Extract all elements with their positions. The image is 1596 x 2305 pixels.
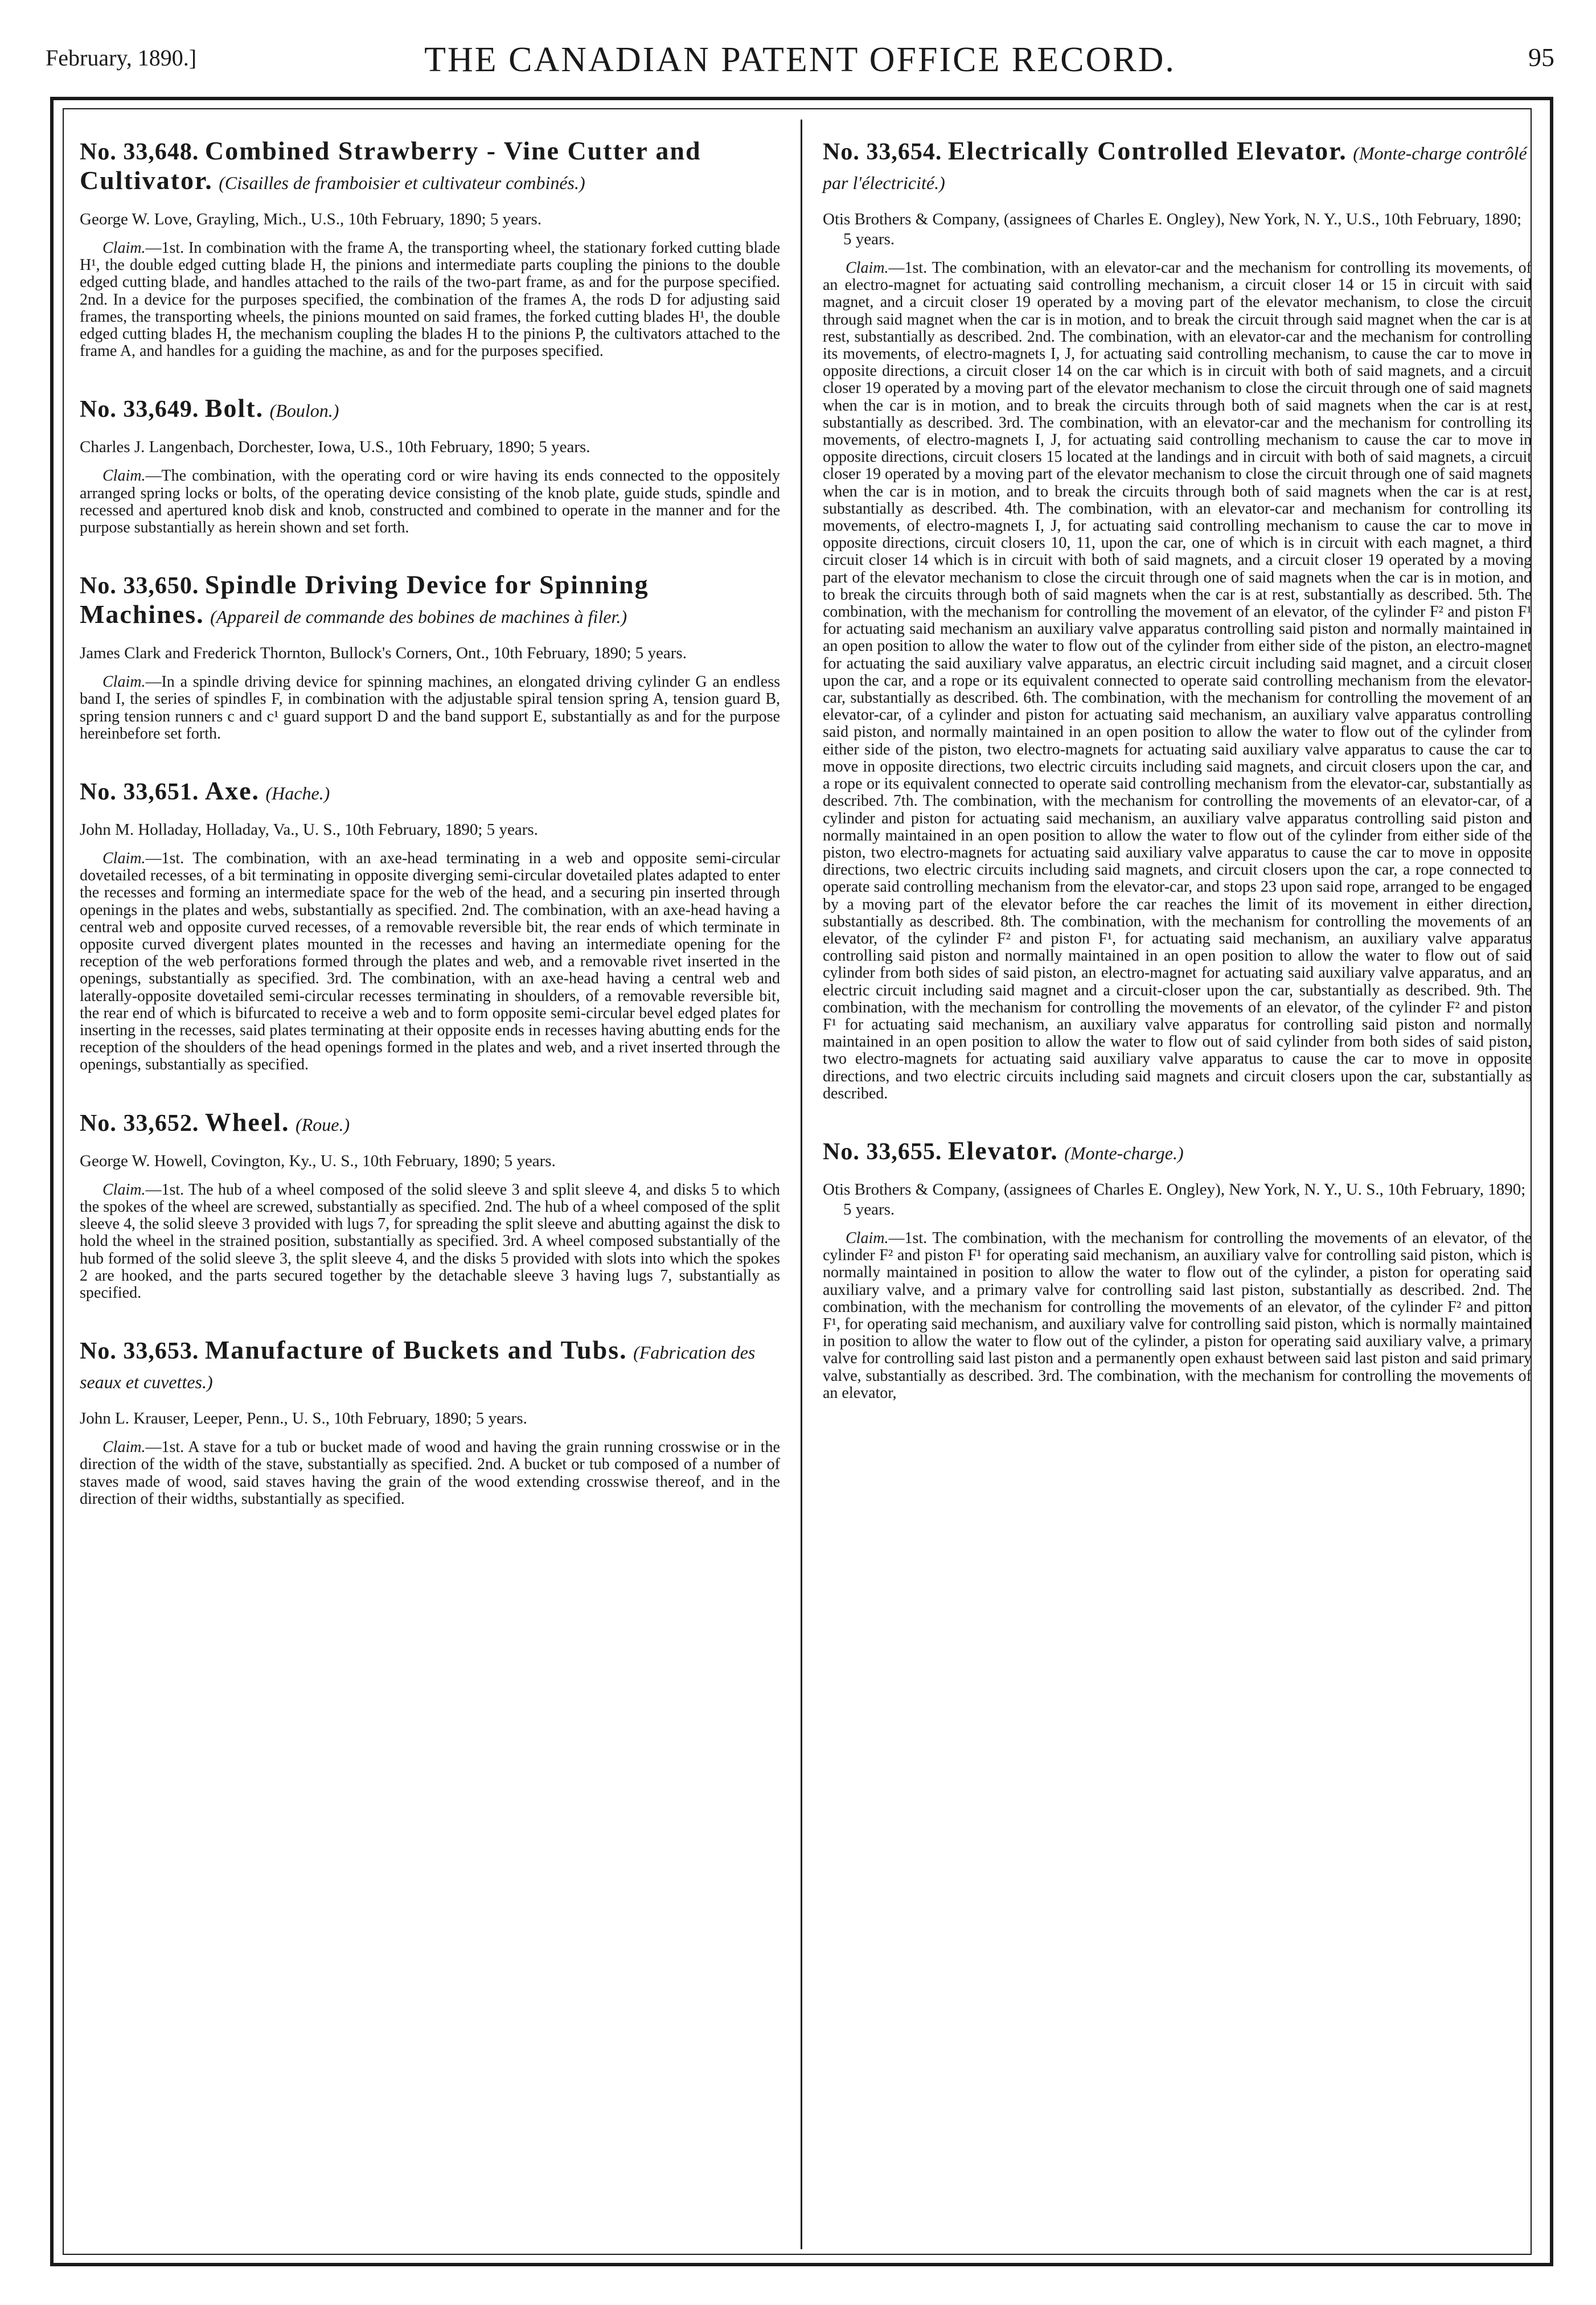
grantee-line: Otis Brothers & Company, (assignees of Charles E. Ongley), New York, N. Y., U. S., 10th February, 1890; 5 years. bbox=[823, 1180, 1526, 1219]
grantee-line: John L. Krauser, Leeper, Penn., U. S., 10th February, 1890; 5 years. bbox=[80, 1409, 527, 1428]
page-number: 95 bbox=[1528, 43, 1554, 72]
french-title: (Monte-charge contrôlé par l'électricité.) bbox=[823, 143, 1527, 193]
claim-label: Claim. bbox=[102, 1438, 146, 1457]
french-title: (Appareil de commande des bobines de machines à filer.) bbox=[210, 606, 627, 627]
invention-name: Spindle Driving Device for Spinning Machines. bbox=[80, 570, 649, 629]
invention-name: Manufacture of Buckets and Tubs. bbox=[204, 1335, 627, 1365]
entry-title bbox=[80, 1336, 780, 1396]
claim-text bbox=[823, 1230, 1532, 1402]
claim-text bbox=[80, 467, 780, 536]
entry-title bbox=[823, 137, 1532, 197]
left-column bbox=[80, 137, 780, 1542]
grantee-line: George W. Howell, Covington, Ky., U. S., 10th February, 1890; 5 years. bbox=[80, 1151, 556, 1170]
patent-number: No. 33,649. bbox=[80, 396, 199, 423]
invention-name: Elevator. bbox=[947, 1135, 1058, 1165]
claim-text bbox=[80, 240, 780, 360]
patent-entry-33649 bbox=[80, 394, 780, 536]
grantee-line: James Clark and Frederick Thornton, Bullock's Corners, Ont., 10th February, 1890; 5 years. bbox=[80, 644, 687, 663]
grantee-line: John M. Holladay, Holladay, Va., U. S., 10th February, 1890; 5 years. bbox=[80, 821, 538, 839]
grantee-line: Otis Brothers & Company, (assignees of Charles E. Ongley), New York, N. Y., U.S., 10th February, 1890; 5 years. bbox=[823, 210, 1522, 248]
invention-name: Electrically Controlled Elevator. bbox=[947, 136, 1347, 165]
claim-body: —1st. The combination, with an axe-head terminating in a web and opposite semi-circular dovetailed recesses, of a bit terminating in opposite diverging semi-circular dovetailed plates adapted to enter the recesses and forming an intermediate space for the web of the head, and a securing pin inserted through openings in the plates and webs, substantially as specified. 2nd. The combination, with an axe-head having a central web and opposite curved recesses, of a removable reversible bit, the rear ends of which terminate in opposite curved divergent plates mounted in the recesses and having an intermediate opening for the reception of the web perforations formed through the plates and web, and a removable rivet inserted in the openings, substantially as specified. 3rd. The combination, with an axe-head having a central web and laterally-opposite dovetailed semi-circular recesses terminating in shoulders, of a removable reversible bit, the rear end of which is bifurcated to receive a web and to form opposite semi-circular bevel edged plates for inserting in the recesses, said plates terminating at their opposite ends in recesses having abutting ends for the reception of the shoulders of the head openings formed in the plates and web, and a rivet inserted through the openings, substantially as specified. bbox=[80, 850, 780, 1074]
invention-name: Bolt. bbox=[204, 393, 264, 423]
entry-title bbox=[80, 571, 780, 631]
claim-text bbox=[823, 260, 1532, 1102]
entry-title bbox=[80, 1108, 780, 1139]
patent-entry-33651 bbox=[80, 777, 780, 1074]
patent-entry-33654 bbox=[823, 137, 1532, 1102]
right-column bbox=[823, 137, 1532, 1436]
patent-number: No. 33,650. bbox=[80, 573, 199, 600]
patent-entry-33652 bbox=[80, 1108, 780, 1302]
claim-text bbox=[80, 1439, 780, 1508]
patent-number: No. 33,652. bbox=[80, 1110, 199, 1137]
patent-number: No. 33,648. bbox=[80, 139, 199, 165]
grantee-line: Charles J. Langenbach, Dorchester, Iowa, U.S., 10th February, 1890; 5 years. bbox=[80, 438, 590, 457]
page-header bbox=[46, 40, 1554, 85]
patent-number: No. 33,653. bbox=[80, 1338, 199, 1365]
invention-name: Axe. bbox=[204, 776, 260, 806]
entry-title bbox=[80, 137, 780, 197]
french-title: (Boulon.) bbox=[269, 400, 339, 421]
french-title: (Fabrication des seaux et cuvettes.) bbox=[80, 1342, 756, 1393]
entry-title bbox=[823, 1137, 1532, 1167]
claim-label: Claim. bbox=[102, 850, 146, 868]
french-title: (Hache.) bbox=[265, 783, 330, 804]
invention-name: Combined Strawberry - Vine Cutter and Cultivator. bbox=[80, 136, 701, 195]
claim-body: —1st. The combination, with the mechanism for controlling the movements of an elevator, of the cylinder F² and piston F¹ for operating said mechanism, an auxiliary valve for controlling said piston, which is normally maintained in position to allow the water to flow out of the cylinder, a piston for operating said auxiliary valve, and a primary valve for controlling said last piston, substantially as described. 2nd. The combination, with the mechanism for controlling the movements of an elevator, of the cylinder F² and pitton F¹, for operating said mechanism, and auxiliary valve for controlling said piston, which is normally maintained in position to allow the water to flow out of the cylinder, a piston for operating said auxiliary valve, a primary valve for controlling said last piston and a permanently open exhaust between said last piston and said primary valve, substantially as described. 3rd. The combination, with the mechanism for controlling the movements of an elevator, bbox=[823, 1229, 1532, 1402]
claim-text bbox=[80, 1182, 780, 1302]
column-divider bbox=[801, 120, 802, 2249]
patent-entry-33648 bbox=[80, 137, 780, 360]
claim-body: —1st. A stave for a tub or bucket made of wood and having the grain running crosswise or in the direction of the width of the stave, substantially as specified. 2nd. A bucket or tub composed of a number of staves made of wood, said staves having the grain of the wood extending crosswise thereof, and in the direction of their widths, substantially as specified. bbox=[80, 1438, 780, 1508]
claim-label: Claim. bbox=[846, 259, 889, 277]
header-date: February, 1890.] bbox=[46, 45, 197, 71]
header-title: THE CANADIAN PATENT OFFICE RECORD. bbox=[424, 40, 1176, 79]
patent-number: No. 33,654. bbox=[823, 139, 942, 165]
claim-label: Claim. bbox=[102, 467, 146, 485]
patent-entry-33655 bbox=[823, 1137, 1532, 1402]
entry-title bbox=[80, 394, 780, 425]
french-title: (Roue.) bbox=[296, 1114, 350, 1135]
entry-title bbox=[80, 777, 780, 807]
claim-body: —1st. The combination, with an elevator-car and the mechanism for controlling its movements, of an electro-magnet for actuating said controlling mechanism, a circuit closer 14 or 15 in circuit with said magnet, and a circuit closer 19 operated by a moving part of the elevator mechanism, to close the circuit through said magnet when the car is in motion, and to break the circuit through said magnet when the car is at rest, substantially as described. 2nd. The combination, with an elevator-car and the mechanism for controlling its movements, of electro-magnets I, J, for actuating said controlling mechanism, to cause the car to move in opposite directions, a circuit closer 14 on the car which is in circuit with both of said magnets, and a circuit closer 19 operated by a moving part of the elevator mechanism to close the circuit through one of said magnets when the car is in motion, and to break the circuits through both of said magnets when the car is at rest, substantially as described. 3rd. The combination, with an elevator-car and the mechanism for controlling its movements, of electro-magnets I, J, for actuating said controlling mechanism to cause the car to move in opposite directions, circuit closers 15 located at the landings and in circuit with both of said magnets, a circuit closer 19 operated by a moving part of the elevator mechanism to close the circuit through one of said magnets when the car is in motion, and to break the circuits through both of said magnets when the car is at rest, substantially as described. 4th. The combination, with an elevator-car and mechanism for controlling its movements, of electro-magnets I, J, for actuating said controlling mechanism to cause the car to move in opposite directions, circuit closers 10, 11, upon the car, one of which is in circuit with each magnet, a third circuit closer 14 which is in circuit with both of said magnets, and a circuit closer 19 operated by a moving part of the elevator mechanism to close the circuit through one of said magnets when the car is in motion, and to break the circuits through both of said magnets when the car is at rest, substantially as described. 5th. The combination, with the mechanism for controlling the movement of an elevator, of the cylinder F² and piston F¹ for actuating said mechanism an auxiliary valve apparatus controlling said piston and normally maintained in an open position to allow the water to flow out of the cylinder from either side of the piston, an electro-magnet for actuating the said auxiliary valve apparatus, an electric circuit including said magnet, and a circuit closer upon the car, and a rope or its equivalent connected to operate said controlling mechanism from the elevator-car, substantially as described. 6th. The combination, with the mechanism for controlling the movement of an elevator-car, of a cylinder and piston for actuating said mechanism, an auxiliary valve apparatus controlling said piston, and normally maintained in an open position to allow the water to flow out of the cylinder from either side of the piston, two electro-magnets for actuating said auxiliary valve apparatus to cause the car to move in opposite directions, two electric circuits including said magnets, and circuit closers upon the car, and a rope or its equivalent connected to operate said controlling mechanism from the elevator-car, substantially as described. 7th. The combination, with the mechanism for controlling the movements of an elevator-car, of a cylinder and piston for actuating said mechanism, an auxiliary valve apparatus controlling said piston and normally maintained in an open position to allow the water to flow out of the cylinder from either side of the piston, two electro-magnets for actuating said auxiliary valve apparatus to cause the car to move in opposite directions, two electric circuits including said magnets, and circuit closers upon the car, a rope connected to operate said controlling mechanism from the elevator-car, and stops 23 upon said rope, arranged to be engaged by a moving part of the elevator before the car reaches the limit of its movement in either direction, substantially as described. 8th. The combination, with the mechanism for controlling the movements of an elevator, of the cylinder F² and piston F¹, for actuating said mechanism, an auxiliary valve apparatus controlling said piston and normally maintained in an open position to allow the water to flow out of said cylinder from both sides of said piston, an electro-magnet for actuating said auxiliary valve apparatus, and an electric circuit including said magnet and a circuit-closer upon the car, substantially as described. 9th. The combination, with the mechanism for controlling the movements of an elevator, of the cylinder F² and piston F¹ for actuating said mechanism, an auxiliary valve apparatus for controlling said piston and normally maintained in an open position to allow the water to flow out of said cylinder from both sides of said piston, two electro-magnets for actuating said auxiliary valve apparatus to cause the car to move in opposite directions, and two electric circuits including said magnets and circuit closers upon the car, substantially as described. bbox=[823, 259, 1532, 1102]
patent-number: No. 33,655. bbox=[823, 1138, 942, 1165]
french-title: (Cisailles de framboisier et cultivateur combinés.) bbox=[219, 173, 585, 193]
patent-number: No. 33,651. bbox=[80, 779, 199, 806]
claim-body: —1st. The hub of a wheel composed of the solid sleeve 3 and split sleeve 4, and disks 5 to which the spokes of the wheel are screwed, substantially as specified. 2nd. The hub of a wheel composed of the split sleeve 4, the solid sleeve 3 provided with lugs 7, for spreading the split sleeve and abutting against the disk to hold the wheel in the strained position, substantially as specified. 3rd. A wheel composed substantially of the hub formed of the solid sleeve 3, the split sleeve 4, and the disks 5 provided with slots into which the spokes 2 are hooked, and the parts secured together by the detachable sleeve 3 having lugs 7, substantially as specified. bbox=[80, 1180, 780, 1302]
claim-text bbox=[80, 674, 780, 743]
claim-body: —In a spindle driving device for spinning machines, an elongated driving cylinder G an endless band I, the series of spindles F, in combination with the adjustable spiral tension spring A, tension guard B, spring tension runners c and c¹ guard support D and the band support E, substantially as and for the purpose hereinbefore set forth. bbox=[80, 673, 780, 743]
claim-label: Claim. bbox=[102, 239, 146, 257]
claim-label: Claim. bbox=[846, 1229, 889, 1247]
claim-body: —1st. In combination with the frame A, the transporting wheel, the stationary forked cutting blade H¹, the double edged cutting blade H, the pinions and intermediate parts coupling the pinions to the double edged cutting blade, and handles attached to the rails of the two-part frame, as and for the purpose specified. 2nd. In a device for the purposes specified, the combination of the frames A, the rods D for adjusting said frames, the transporting wheels, the pinions mounted on said frames, the forked cutting blades H¹, the double edged cutting blades H, the mechanism coupling the blades H to the pinions P, the cultivators attached to the frame A, and handles for a guiding the machine, as and for the purposes specified. bbox=[80, 239, 780, 360]
patent-entry-33653 bbox=[80, 1336, 780, 1508]
claim-label: Claim. bbox=[102, 1180, 146, 1199]
grantee-line: George W. Love, Grayling, Mich., U.S., 10th February, 1890; 5 years. bbox=[80, 210, 542, 228]
claim-label: Claim. bbox=[102, 673, 146, 691]
patent-entry-33650 bbox=[80, 571, 780, 743]
french-title: (Monte-charge.) bbox=[1064, 1142, 1184, 1163]
invention-name: Wheel. bbox=[204, 1107, 290, 1137]
claim-body: —The combination, with the operating cord or wire having its ends connected to the oppositely arranged spring locks or bolts, of the operating device consisting of the knob plate, guide studs, spindle and recessed and apertured knob disk and knob, constructed and combined to operate in the manner and for the purpose substantially as herein shown and set forth. bbox=[80, 467, 780, 537]
claim-text bbox=[80, 850, 780, 1074]
